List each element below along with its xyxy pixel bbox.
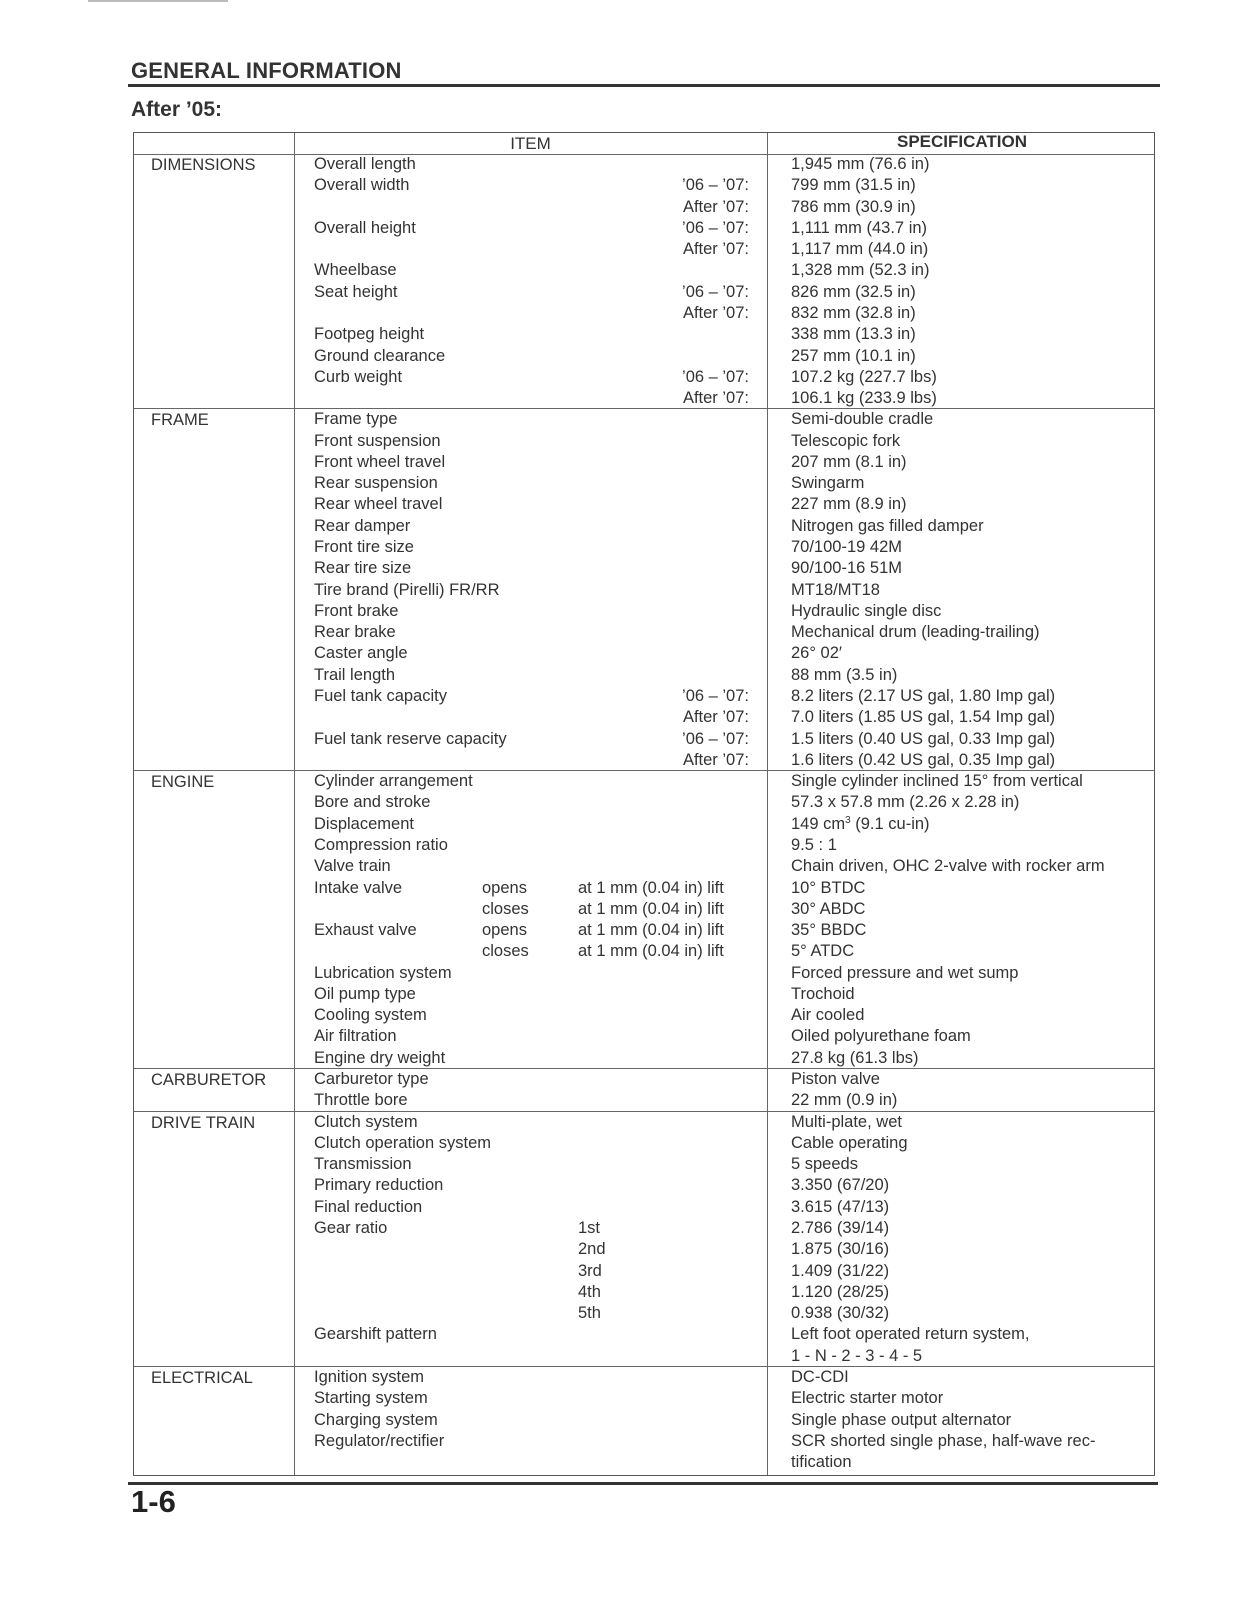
item-label: Rear damper xyxy=(314,516,411,535)
spec-value-text: DC-CDI xyxy=(791,1367,849,1386)
spec-value-text: 5° ATDC xyxy=(791,942,855,961)
spec-value xyxy=(791,155,929,174)
spec-value-text: 10° BTDC xyxy=(791,878,866,897)
table-row xyxy=(134,283,1154,304)
spec-value xyxy=(791,474,864,493)
table-row xyxy=(134,1389,1154,1410)
scan-corner-mark xyxy=(88,0,228,2)
spec-value-text: Hydraulic single disc xyxy=(791,601,942,620)
model-year: After ’07: xyxy=(682,708,749,727)
table-row xyxy=(134,666,1154,687)
item-label: Ground clearance xyxy=(314,346,446,365)
spec-value-text: 1.875 (30/16) xyxy=(791,1240,890,1259)
spec-value-text: Single cylinder inclined 15° from vertical xyxy=(791,772,1083,791)
table-row xyxy=(134,261,1154,282)
spec-value-text: 786 mm (30.9 in) xyxy=(791,197,916,216)
table-row xyxy=(134,1262,1154,1283)
item-label: Rear tire size xyxy=(314,559,412,578)
spec-value xyxy=(791,389,937,408)
spec-value xyxy=(791,1070,880,1089)
spec-value-text: 3.350 (67/20) xyxy=(791,1176,890,1195)
valve-event: closes xyxy=(482,942,529,961)
spec-value xyxy=(791,1262,889,1281)
section-divider xyxy=(134,408,1154,409)
item-label: Transmission xyxy=(314,1155,412,1174)
spec-value-text: 826 mm (32.5 in) xyxy=(791,282,916,301)
table-row xyxy=(134,942,1154,963)
item-label: Engine dry weight xyxy=(314,1048,446,1067)
spec-value xyxy=(791,772,1083,791)
spec-value-text: 1.409 (31/22) xyxy=(791,1261,890,1280)
section-name: ELECTRICAL xyxy=(151,1368,253,1387)
section-name: FRAME xyxy=(151,411,209,430)
spec-value-text: 7.0 liters (1.85 US gal, 1.54 Imp gal) xyxy=(791,708,1056,727)
spec-value xyxy=(791,368,937,387)
condition-label: 3rd xyxy=(578,1261,602,1280)
table-row xyxy=(134,1198,1154,1219)
spec-value xyxy=(791,1006,864,1025)
item-label: Lubrication system xyxy=(314,963,452,982)
spec-value xyxy=(791,751,1055,770)
column-header-specification: SPECIFICATION xyxy=(896,132,1028,151)
table-row xyxy=(134,815,1154,836)
section-name: DRIVE TRAIN xyxy=(151,1113,256,1132)
table-row xyxy=(134,304,1154,325)
table-row xyxy=(134,198,1154,219)
spec-value-text: Left foot operated return system, xyxy=(791,1325,1030,1344)
item-label: Exhaust valve xyxy=(314,921,417,940)
spec-value-text: Single phase output alternator xyxy=(791,1410,1012,1429)
table-row xyxy=(134,1049,1154,1070)
spec-value-text: Piston valve xyxy=(791,1070,880,1089)
table-row xyxy=(134,176,1154,197)
spec-value-text: 107.2 kg (227.7 lbs) xyxy=(791,367,937,386)
item-label: Front suspension xyxy=(314,431,441,450)
item-label: Valve train xyxy=(314,857,391,876)
model-year: After ’07: xyxy=(682,750,749,769)
spec-value xyxy=(791,1347,922,1366)
table-row xyxy=(134,538,1154,559)
table-row xyxy=(134,857,1154,878)
item-label: Clutch operation system xyxy=(314,1133,491,1152)
model-year: ’06 – ’07: xyxy=(682,282,749,301)
spec-value xyxy=(791,410,933,429)
spec-value xyxy=(791,857,1105,876)
spec-value xyxy=(791,1198,889,1217)
spec-value-text: 1,328 mm (52.3 in) xyxy=(791,261,930,280)
item-label: Cooling system xyxy=(314,1006,427,1025)
spec-value-text: 1,117 mm (44.0 in) xyxy=(791,240,929,259)
spec-value-text: 1,111 mm (43.7 in) xyxy=(791,218,928,237)
spec-value-text: 90/100-16 51M xyxy=(791,559,902,578)
table-row xyxy=(134,1113,1154,1134)
spec-value-text: 149 cm xyxy=(791,814,846,833)
item-label: Overall length xyxy=(314,155,416,173)
model-year: ’06 – ’07: xyxy=(682,367,749,386)
spec-value xyxy=(791,219,927,238)
spec-value xyxy=(791,666,897,685)
spec-value xyxy=(791,815,930,834)
item-label: Front wheel travel xyxy=(314,452,446,471)
spec-value xyxy=(791,240,928,259)
spec-value-text: 30° ABDC xyxy=(791,899,866,918)
header-rule xyxy=(128,84,1160,87)
table-row xyxy=(134,1283,1154,1304)
column-header-item: ITEM xyxy=(510,134,551,153)
spec-value xyxy=(791,1304,889,1323)
spec-value-text: Electric starter motor xyxy=(791,1389,944,1408)
table-row xyxy=(134,474,1154,495)
table-row xyxy=(134,347,1154,368)
model-year: After ’07: xyxy=(682,240,749,259)
spec-value xyxy=(791,581,880,600)
spec-value xyxy=(791,1411,1011,1430)
spec-value xyxy=(791,836,837,855)
spec-value xyxy=(791,1240,889,1259)
model-year: ’06 – ’07: xyxy=(682,729,749,748)
spec-value xyxy=(791,1176,889,1195)
model-year: After ’07: xyxy=(682,389,749,408)
table-row xyxy=(134,730,1154,751)
spec-value-text: 35° BBDC xyxy=(791,921,867,940)
item-label: Rear brake xyxy=(314,623,396,642)
item-label: Footpeg height xyxy=(314,325,425,344)
table-row xyxy=(134,219,1154,240)
item-label: Oil pump type xyxy=(314,984,416,1003)
page-number: 1-6 xyxy=(131,1484,176,1519)
item-label: Gear ratio xyxy=(314,1219,388,1237)
spec-value-text: 2.786 (39/14) xyxy=(791,1219,890,1237)
spec-value-text: Telescopic fork xyxy=(791,431,901,450)
table-row xyxy=(134,1006,1154,1027)
spec-value xyxy=(791,1368,849,1387)
item-label: Rear suspension xyxy=(314,474,438,493)
section-divider xyxy=(134,1068,1154,1069)
item-label: Caster angle xyxy=(314,644,408,663)
table-row xyxy=(134,1219,1154,1240)
spec-value-text: Forced pressure and wet sump xyxy=(791,963,1019,982)
table-row xyxy=(134,900,1154,921)
spec-value-text: 257 mm (10.1 in) xyxy=(791,346,916,365)
condition-label: 4th xyxy=(578,1282,601,1301)
page-subtitle: After ’05: xyxy=(131,98,223,121)
table-row xyxy=(134,1134,1154,1155)
item-label: Throttle bore xyxy=(314,1091,408,1110)
table-row xyxy=(134,453,1154,474)
table-row xyxy=(134,1347,1154,1368)
item-label: Fuel tank capacity xyxy=(314,687,447,705)
spec-value-text: tification xyxy=(791,1453,852,1472)
spec-value-text: 1.5 liters (0.40 US gal, 0.33 Imp gal) xyxy=(791,729,1056,748)
valve-event: opens xyxy=(482,921,527,940)
table-row xyxy=(134,581,1154,602)
item-label: Final reduction xyxy=(314,1197,423,1216)
spec-value xyxy=(791,304,916,323)
item-label: Carburetor type xyxy=(314,1070,429,1089)
spec-value xyxy=(791,730,1055,749)
spec-value-text: Semi-double cradle xyxy=(791,410,934,429)
table-row xyxy=(134,772,1154,793)
item-label: Ignition system xyxy=(314,1367,425,1386)
section-divider xyxy=(134,770,1154,771)
table-row xyxy=(134,1027,1154,1048)
spec-value-text: 799 mm (31.5 in) xyxy=(791,176,916,195)
spec-value-text: 1.120 (28/25) xyxy=(791,1282,890,1301)
table-row xyxy=(134,432,1154,453)
condition-label: at 1 mm (0.04 in) lift xyxy=(578,921,724,940)
table-row xyxy=(134,1070,1154,1091)
section-name: ENGINE xyxy=(151,773,215,792)
item-label: Clutch system xyxy=(314,1112,418,1131)
item-label: Compression ratio xyxy=(314,835,448,854)
spec-value-text: Multi-plate, wet xyxy=(791,1112,902,1131)
spec-value xyxy=(791,708,1055,727)
table-row xyxy=(134,836,1154,857)
spec-value xyxy=(791,602,941,621)
spec-value-text: 57.3 x 57.8 mm (2.26 x 2.28 in) xyxy=(791,793,1020,812)
spec-value xyxy=(791,453,907,472)
table-row xyxy=(134,1240,1154,1261)
spec-value xyxy=(791,942,854,961)
condition-label: 2nd xyxy=(578,1240,606,1259)
table-row xyxy=(134,1411,1154,1432)
model-year: ’06 – ’07: xyxy=(682,176,749,195)
spec-value xyxy=(791,964,1018,983)
table-row xyxy=(134,1325,1154,1346)
item-label: Rear wheel travel xyxy=(314,495,443,514)
spec-value-text: 88 mm (3.5 in) xyxy=(791,665,898,684)
table-row xyxy=(134,985,1154,1006)
item-label: Curb weight xyxy=(314,367,403,386)
spec-value-text: 207 mm (8.1 in) xyxy=(791,452,907,471)
spec-value xyxy=(791,176,916,195)
table-row xyxy=(134,1453,1154,1474)
spec-value xyxy=(791,1049,919,1068)
spec-value-text: Swingarm xyxy=(791,474,865,493)
table-row xyxy=(134,325,1154,346)
condition-label: at 1 mm (0.04 in) lift xyxy=(578,942,724,961)
footer-rule xyxy=(128,1482,1158,1485)
spec-value xyxy=(791,1155,858,1174)
spec-value-text: Mechanical drum (leading-trailing) xyxy=(791,623,1040,642)
spec-value-text: Cable operating xyxy=(791,1133,908,1152)
spec-value-text: 22 mm (0.9 in) xyxy=(791,1091,898,1110)
spec-value-text: 227 mm (8.9 in) xyxy=(791,495,907,514)
condition-label: 5th xyxy=(578,1304,601,1323)
spec-value xyxy=(791,325,916,344)
spec-value-text: 832 mm (32.8 in) xyxy=(791,303,916,322)
spec-value xyxy=(791,1325,1029,1344)
item-label: Wheelbase xyxy=(314,261,397,280)
table-row xyxy=(134,389,1154,410)
spec-value-text: 26° 02′ xyxy=(791,644,842,663)
item-label: Charging system xyxy=(314,1410,438,1429)
spec-value xyxy=(791,347,916,366)
spec-value-text: 5 speeds xyxy=(791,1155,858,1174)
item-label: Overall height xyxy=(314,218,416,237)
table-row xyxy=(134,559,1154,580)
spec-value xyxy=(791,1134,908,1153)
spec-value-text: 3.615 (47/13) xyxy=(791,1197,890,1216)
section-divider xyxy=(134,1366,1154,1367)
item-label: Regulator/rectifier xyxy=(314,1431,445,1450)
table-row xyxy=(134,921,1154,942)
spec-value xyxy=(791,985,855,1004)
table-row xyxy=(134,751,1154,772)
item-label: Cylinder arrangement xyxy=(314,772,473,791)
spec-value-text: (9.1 cu-in) xyxy=(850,814,930,833)
spec-value xyxy=(791,921,866,940)
spec-value-text: 70/100-19 42M xyxy=(791,538,902,557)
spec-value-text: Air cooled xyxy=(791,1006,865,1025)
item-label: Tire brand (Pirelli) FR/RR xyxy=(314,580,500,599)
table-row xyxy=(134,623,1154,644)
spec-value xyxy=(791,559,902,578)
table-row xyxy=(134,644,1154,665)
spec-value xyxy=(791,538,902,557)
spec-value xyxy=(791,198,916,217)
spec-value-text: Trochoid xyxy=(791,984,855,1003)
spec-value-text: 106.1 kg (233.9 lbs) xyxy=(791,389,937,408)
spec-value-text: 1 - N - 2 - 3 - 4 - 5 xyxy=(791,1346,923,1365)
table-row xyxy=(134,517,1154,538)
item-label: Trail length xyxy=(314,665,396,684)
item-label: Bore and stroke xyxy=(314,793,431,812)
spec-value xyxy=(791,1113,902,1132)
table-row xyxy=(134,410,1154,431)
table-row xyxy=(134,240,1154,261)
spec-value-text: 9.5 : 1 xyxy=(791,835,837,854)
spec-value xyxy=(791,1219,889,1238)
item-label: Frame type xyxy=(314,410,398,429)
spec-value xyxy=(791,900,865,919)
spec-value xyxy=(791,1091,897,1110)
table-row xyxy=(134,1304,1154,1325)
spec-value xyxy=(791,1453,852,1472)
page-title: GENERAL INFORMATION xyxy=(131,58,402,83)
item-label: Intake valve xyxy=(314,878,403,897)
valve-event: closes xyxy=(482,899,529,918)
table-row xyxy=(134,964,1154,985)
item-label: Starting system xyxy=(314,1389,428,1408)
model-year: After ’07: xyxy=(682,197,749,216)
condition-label: 1st xyxy=(578,1219,601,1237)
table-row xyxy=(134,495,1154,516)
spec-value xyxy=(791,517,984,536)
superscript: 3 xyxy=(845,814,851,826)
spec-value xyxy=(791,495,907,514)
table-row xyxy=(134,1368,1154,1389)
model-year: ’06 – ’07: xyxy=(682,218,749,237)
spec-value xyxy=(791,1389,943,1408)
condition-label: at 1 mm (0.04 in) lift xyxy=(578,878,724,897)
spec-value-text: Nitrogen gas filled damper xyxy=(791,516,984,535)
spec-value-text: Oiled polyurethane foam xyxy=(791,1027,971,1046)
condition-label: at 1 mm (0.04 in) lift xyxy=(578,899,724,918)
spec-value-text: 8.2 liters (2.17 US gal, 1.80 Imp gal) xyxy=(791,687,1056,705)
spec-value xyxy=(791,283,916,302)
model-year: After ’07: xyxy=(682,303,749,322)
spec-value-text: MT18/MT18 xyxy=(791,580,880,599)
valve-event: opens xyxy=(482,878,527,897)
section-name: CARBURETOR xyxy=(151,1071,267,1090)
spec-value-text: SCR shorted single phase, half-wave rec- xyxy=(791,1431,1096,1450)
item-label: Overall width xyxy=(314,176,410,195)
spec-value-text: 0.938 (30/32) xyxy=(791,1304,890,1323)
table-row xyxy=(134,1432,1154,1453)
table-row xyxy=(134,1155,1154,1176)
item-label: Front brake xyxy=(314,601,399,620)
section-name: DIMENSIONS xyxy=(151,156,256,174)
table-row xyxy=(134,155,1154,176)
table-row xyxy=(134,708,1154,729)
spec-value xyxy=(791,623,1040,642)
table-row xyxy=(134,1176,1154,1197)
spec-value-text: 338 mm (13.3 in) xyxy=(791,325,916,344)
spec-value-text: Chain driven, OHC 2-valve with rocker arm xyxy=(791,857,1105,876)
table-row xyxy=(134,687,1154,708)
spec-value xyxy=(791,793,1019,812)
spec-value xyxy=(791,687,1055,706)
table-row xyxy=(134,1091,1154,1112)
item-label: Front tire size xyxy=(314,538,414,557)
item-label: Air filtration xyxy=(314,1027,397,1046)
table-row xyxy=(134,793,1154,814)
table-row xyxy=(134,602,1154,623)
table-row xyxy=(134,368,1154,389)
spec-value xyxy=(791,644,842,663)
spec-value-text: 1.6 liters (0.42 US gal, 0.35 Imp gal) xyxy=(791,750,1056,769)
spec-value xyxy=(791,1027,971,1046)
spec-value xyxy=(791,1432,1095,1451)
item-label: Fuel tank reserve capacity xyxy=(314,729,507,748)
model-year: ’06 – ’07: xyxy=(682,687,749,705)
item-label: Displacement xyxy=(314,814,414,833)
item-label: Gearshift pattern xyxy=(314,1325,437,1344)
spec-value-text: 27.8 kg (61.3 lbs) xyxy=(791,1048,919,1067)
spec-value xyxy=(791,879,865,898)
spec-value xyxy=(791,1283,889,1302)
section-divider xyxy=(134,1111,1154,1112)
item-label: Seat height xyxy=(314,282,398,301)
spec-value xyxy=(791,432,900,451)
item-label: Primary reduction xyxy=(314,1176,444,1195)
spec-value-text: 1,945 mm (76.6 in) xyxy=(791,155,930,173)
table-row xyxy=(134,879,1154,900)
specification-table xyxy=(133,132,1155,1476)
spec-value xyxy=(791,261,929,280)
